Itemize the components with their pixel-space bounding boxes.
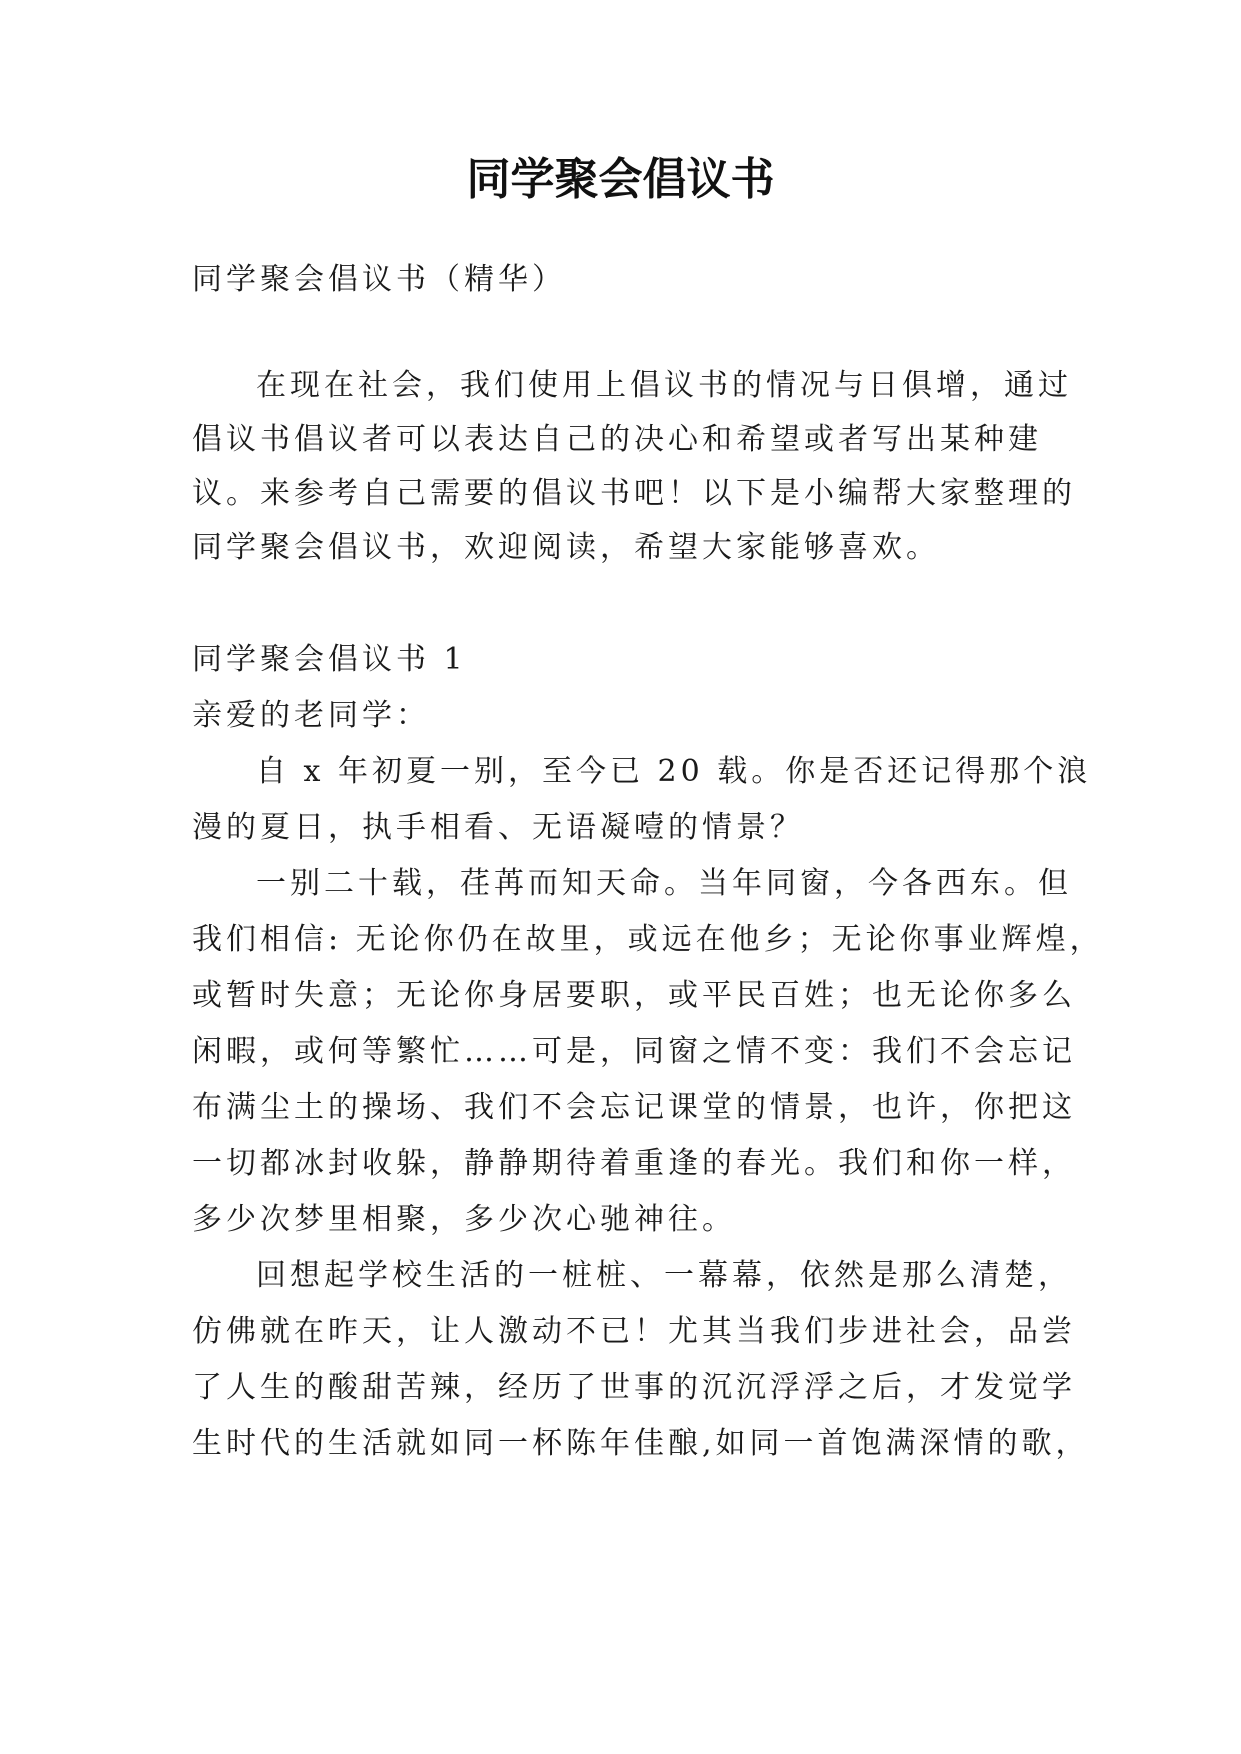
paragraph-line: 仿佛就在昨天，让人激动不已！尤其当我们步进社会，品尝 [192,1314,1076,1349]
paragraph-line: 或暂时失意；无论你身居要职，或平民百姓；也无论你多么 [192,978,1076,1013]
paragraph-line: 一切都冰封收躲，静静期待着重逢的春光。我们和你一样， [192,1146,1076,1181]
paragraph-line: 我们相信: 无论你仍在故里，或远在他乡；无论你事业辉煌， [192,922,1104,957]
paragraph-line: 回想起学校生活的一桩桩、一幕幕，依然是那么清楚， [256,1258,1072,1293]
paragraph-line: 多少次梦里相聚，多少次心驰神往。 [192,1202,736,1237]
salutation: 亲爱的老同学： [192,698,430,733]
intro-line: 在现在社会，我们使用上倡议书的情况与日俱增，通过 [256,368,1072,403]
paragraph-line: 一别二十载，荏苒而知天命。当年同窗，今各西东。但 [256,866,1072,901]
paragraph-line: 布满尘土的操场、我们不会忘记课堂的情景，也许，你把这 [192,1090,1076,1125]
paragraph-line: 闲暇，或何等繁忙……可是，同窗之情不变：我们不会忘记 [192,1034,1076,1069]
document-subtitle: 同学聚会倡议书（精华） [192,262,566,297]
paragraph-line: 生时代的生活就如同一杯陈年佳酿,如同一首饱满深情的歌， [192,1426,1090,1461]
document-title: 同学聚会倡议书 [466,154,775,205]
intro-line: 倡议书倡议者可以表达自己的决心和希望或者写出某种建 [192,422,1042,457]
paragraph-line: 自 x 年初夏一别，至今已 20 载。你是否还记得那个浪 [256,754,1092,789]
section-heading: 同学聚会倡议书 1 [192,642,467,677]
paragraph-line: 了人生的酸甜苦辣，经历了世事的沉沉浮浮之后，才发觉学 [192,1370,1076,1405]
paragraph-line: 漫的夏日，执手相看、无语凝噎的情景？ [192,810,804,845]
intro-line: 同学聚会倡议书，欢迎阅读，希望大家能够喜欢。 [192,530,940,565]
intro-line: 议。来参考自己需要的倡议书吧！以下是小编帮大家整理的 [192,476,1076,511]
